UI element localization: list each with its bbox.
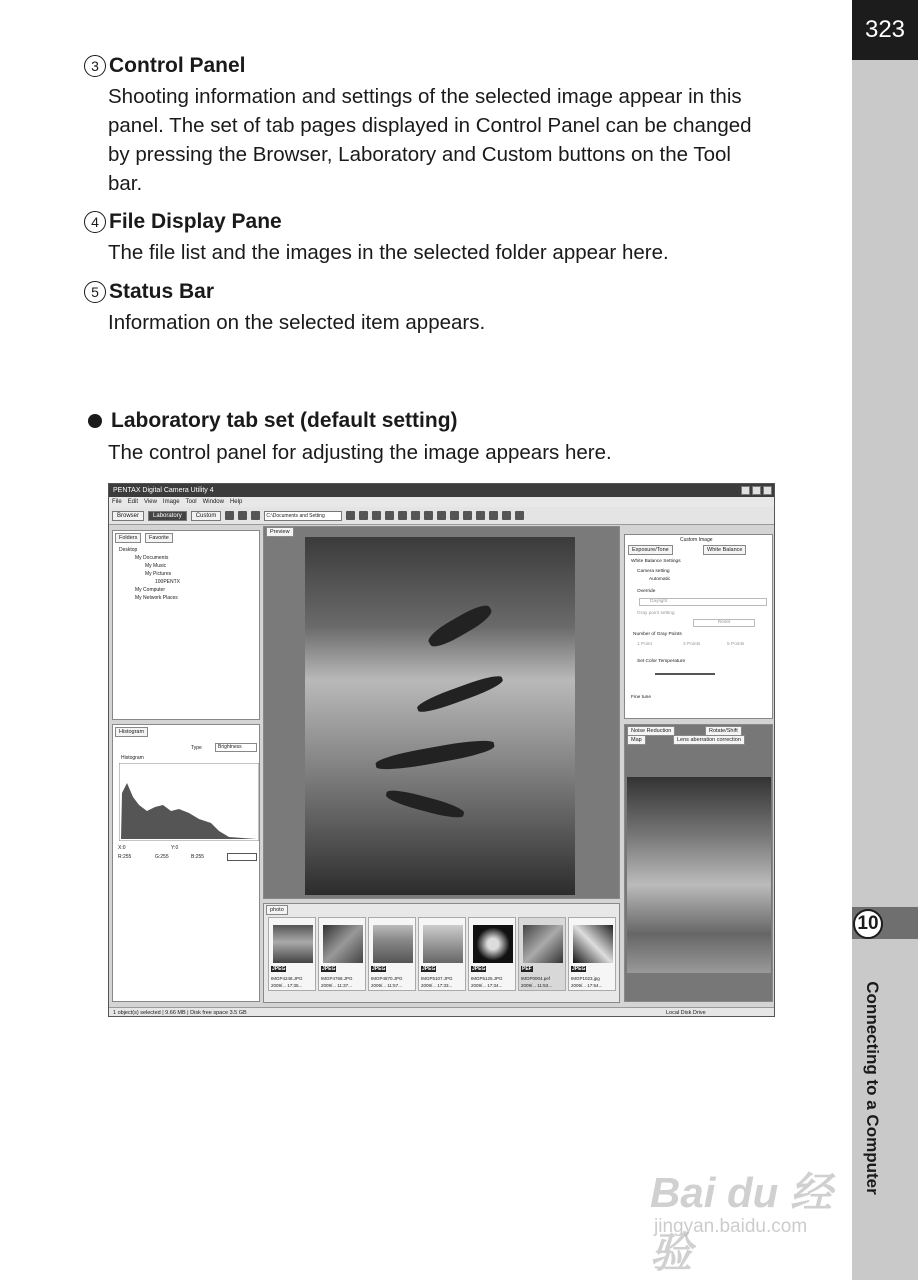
rotate-icon[interactable] xyxy=(437,511,446,520)
refresh-icon[interactable] xyxy=(346,511,355,520)
close-button[interactable] xyxy=(763,486,772,495)
white-balance-panel xyxy=(624,534,773,719)
maximize-button[interactable] xyxy=(752,486,761,495)
tree-item[interactable]: My Music xyxy=(145,563,167,569)
lab-heading xyxy=(88,409,458,433)
tab-folders[interactable]: Folders xyxy=(115,533,141,543)
radio-3-points[interactable]: 3 Points xyxy=(683,642,701,647)
item-line: by pressing the Browser, Laboratory and Custom buttons on the Tool xyxy=(108,143,731,166)
tab-custom-image[interactable]: Custom Image xyxy=(680,537,713,543)
lab-body: The control panel for adjusting the image appears here. xyxy=(108,441,612,464)
back-icon[interactable] xyxy=(225,511,234,520)
radio-override[interactable]: Override xyxy=(637,589,656,594)
map-image xyxy=(627,777,771,973)
tab-white-balance[interactable]: White Balance xyxy=(703,545,746,555)
thumbnail[interactable]: JPEG IMGP4870.JPG 2009/... 11:57... xyxy=(368,917,416,991)
item-line: panel. The set of tab pages displayed in Control Panel can be changed xyxy=(108,114,752,137)
item-line: The file list and the images in the selected folder appear here. xyxy=(108,241,669,264)
path-field[interactable]: C:\Documents and Setting xyxy=(264,511,342,521)
tool-bar xyxy=(109,507,774,525)
help-icon[interactable] xyxy=(424,511,433,520)
tab-preview[interactable]: Preview xyxy=(266,527,294,537)
status-bar xyxy=(109,1007,775,1017)
tab-lens-correction[interactable]: Lens aberration correction xyxy=(673,735,745,745)
item-title: File Display Pane xyxy=(109,210,282,233)
thumbnail[interactable]: JPEG IMGP4248.JPG 2009/... 17:35... xyxy=(268,917,316,991)
map-panel xyxy=(624,724,773,1002)
status-right: Local Disk Drive xyxy=(666,1010,706,1016)
menu-window[interactable]: Window xyxy=(202,499,224,505)
chapter-number: 10 xyxy=(853,909,883,939)
radio-gray-point[interactable]: Gray point setting xyxy=(637,611,675,616)
minimize-button[interactable] xyxy=(741,486,750,495)
hist-g: G:255 xyxy=(155,854,169,860)
chapter-title: Connecting to a Computer xyxy=(863,981,882,1195)
fine-tune-label: Fine tune xyxy=(631,695,652,700)
item-status-bar xyxy=(84,279,844,337)
toolbar-icon[interactable] xyxy=(489,511,498,520)
menu-bar xyxy=(109,497,774,507)
type-select[interactable]: Brightness xyxy=(215,743,257,752)
forward-icon[interactable] xyxy=(238,511,247,520)
zoom-icon[interactable] xyxy=(515,511,524,520)
file-display-pane xyxy=(263,903,620,1003)
watermark-brand: Bai du 经验 xyxy=(650,1169,833,1276)
item-line: Information on the selected item appears. xyxy=(108,311,486,334)
tab-rotate-shift[interactable]: Rotate/Shift xyxy=(705,726,742,736)
lab-heading-text: Laboratory tab set (default setting) xyxy=(111,409,458,432)
radio-1-point[interactable]: 1 Point xyxy=(637,642,652,647)
daylight-select[interactable]: Daylight xyxy=(639,598,767,606)
radio-set-color-temp[interactable]: Set Color Temperature xyxy=(637,659,686,664)
custom-button[interactable]: Custom xyxy=(191,511,222,521)
radio-camera-setting[interactable]: Camera setting xyxy=(637,569,670,574)
thumbnail[interactable]: JPEG IMGP5125.JPG 2009/... 17:34... xyxy=(468,917,516,991)
item-title: Status Bar xyxy=(109,280,215,303)
gray-points-label: Number of Gray Points xyxy=(633,632,682,637)
menu-view[interactable]: View xyxy=(144,499,157,505)
toolbar-icon[interactable] xyxy=(372,511,381,520)
item-line: Shooting information and settings of the selected image appear in this xyxy=(108,85,742,108)
tree-item[interactable]: My Network Places xyxy=(135,595,178,601)
browser-button[interactable]: Browser xyxy=(112,511,144,521)
menu-image[interactable]: Image xyxy=(162,499,180,505)
hist-b: B:255 xyxy=(191,854,205,860)
item-file-display-pane xyxy=(84,209,844,267)
radio-5-points[interactable]: 5 Points xyxy=(727,642,745,647)
item-marker: 3 xyxy=(84,55,106,77)
tree-item[interactable]: 100PENTX xyxy=(155,579,181,585)
item-line: bar. xyxy=(108,172,143,195)
item-title: Control Panel xyxy=(109,54,246,77)
tab-histogram[interactable]: Histogram xyxy=(115,727,148,737)
hist-y: Y:0 xyxy=(171,845,179,851)
gear-icon[interactable] xyxy=(411,511,420,520)
histogram-graph xyxy=(119,763,259,841)
tab-photo[interactable]: photo xyxy=(266,905,288,915)
type-label: Type xyxy=(191,745,202,751)
toolbar-icon[interactable] xyxy=(463,511,472,520)
tab-map[interactable]: Map xyxy=(627,735,646,745)
toolbar-icon[interactable] xyxy=(450,511,459,520)
menu-edit[interactable]: Edit xyxy=(127,499,139,505)
thumbnail-selected[interactable]: PEF IMGP0004.pef 2009/... 11:53... xyxy=(518,917,566,991)
status-left: 1 object(s) selected | 9.66 MB | Disk free space 3.5 GB xyxy=(113,1010,247,1016)
thumbnail[interactable]: JPEG IMGP4768.JPG 2009/... 11:37... xyxy=(318,917,366,991)
watermark-url: jingyan.baidu.com xyxy=(654,1216,808,1237)
menu-help[interactable]: Help xyxy=(229,499,243,505)
toolbar-icon[interactable] xyxy=(398,511,407,520)
tree-item[interactable]: Desktop xyxy=(119,547,138,553)
preview-image xyxy=(305,537,575,895)
color-swatch xyxy=(227,853,257,861)
histogram-panel xyxy=(112,724,260,1002)
hist-x: X:0 xyxy=(118,845,126,851)
thumbnail[interactable]: JPEG IMGP5107.JPG 2009/... 17:33... xyxy=(418,917,466,991)
reset-button[interactable]: Reset xyxy=(693,619,755,627)
toolbar-icon[interactable] xyxy=(359,511,368,520)
toolbar-icon[interactable] xyxy=(476,511,485,520)
tab-favorite[interactable]: Favorite xyxy=(145,533,173,543)
hist-r: R:255 xyxy=(118,854,132,860)
app-screenshot xyxy=(108,483,775,1017)
up-folder-icon[interactable] xyxy=(251,511,260,520)
tree-item[interactable]: My Computer xyxy=(135,587,166,593)
toolbar-icon[interactable] xyxy=(502,511,511,520)
item-marker: 5 xyxy=(84,281,106,303)
thumbnail[interactable]: JPEG IMGP1023.jpg 2009/... 17:54... xyxy=(568,917,616,991)
menu-tool[interactable]: Tool xyxy=(185,499,197,505)
menu-file[interactable]: File xyxy=(112,499,122,505)
tab-noise-reduction[interactable]: Noise Reduction xyxy=(627,726,675,736)
item-marker: 4 xyxy=(84,211,106,233)
laboratory-button[interactable]: Laboratory xyxy=(148,511,187,521)
tree-item[interactable]: My Documents xyxy=(135,555,169,561)
tab-exposure-tone[interactable]: Exposure/Tone xyxy=(628,545,673,555)
preview-panel xyxy=(263,526,620,899)
histogram-group-label: Histogram xyxy=(121,755,144,761)
temp-slider[interactable] xyxy=(655,673,715,675)
automatic-label: Automatic xyxy=(649,577,671,582)
page-number: 323 xyxy=(852,0,918,60)
folders-panel xyxy=(112,530,260,720)
app-title: PENTAX Digital Camera Utility 4 xyxy=(113,487,214,494)
item-control-panel xyxy=(84,53,844,198)
toolbar-icon[interactable] xyxy=(385,511,394,520)
bullet-dot xyxy=(88,414,102,428)
app-titlebar xyxy=(109,484,774,497)
watermark xyxy=(650,1140,850,1276)
tree-item[interactable]: My Pictures xyxy=(145,571,172,577)
wb-settings-label: White Balance Settings xyxy=(631,559,681,564)
